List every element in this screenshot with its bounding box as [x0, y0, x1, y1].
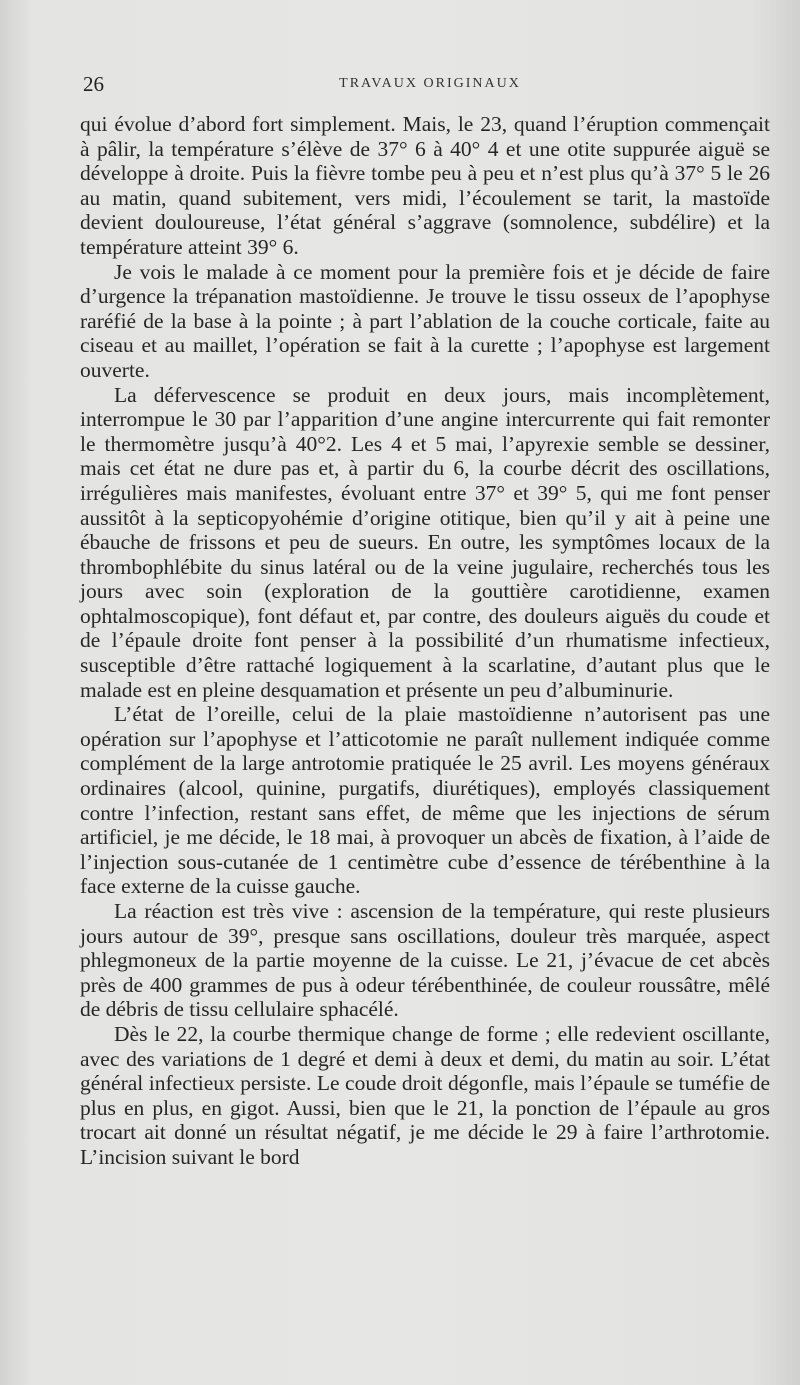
- paragraph-1: qui évolue d’abord fort simplement. Mais, le 23, quand l’éruption commençait à pâlir, la température s’élève de 37° 6 à 40° 4 et une otite suppurée aiguë se développe à droite. Puis la fièvre tombe peu à peu et n’est plus qu’à 37° 5 le 26 au matin, quand subitement, vers midi, l’écoulement se tarit, la mastoïde devient douloureuse, l’état général s’aggrave (somnolence, subdélire) et la température atteint 39° 6.: [80, 112, 770, 259]
- paragraph-2: Je vois le malade à ce moment pour la première fois et je décide de faire d’urgence la trépanation mastoïdienne. Je trouve le tissu osseux de l’apophyse raréfié de la base à la pointe ; à part l’ablation de la couche corticale, faite au ciseau et au maillet, l’opération se fait à la curette ; l’apophyse est largement ouverte.: [80, 259, 770, 382]
- page-number: 26: [83, 72, 104, 96]
- paragraph-6: Dès le 22, la courbe thermique change de forme ; elle redevient oscillante, avec des variations de 1 degré et demi à deux et demi, du matin au soir. L’état général infectieux persiste. Le coude droit dégonfle, mais l’épaule se tuméfie de plus en plus, en gigot. Aussi, bien que le 21, la ponction de l’épaule au gros trocart ait donné un résultat négatif, je me décide le 29 à faire l’arthrotomie. L’incision suivant le bord: [80, 1021, 770, 1169]
- page-header: [80, 72, 780, 100]
- running-head: TRAVAUX ORIGINAUX: [339, 76, 521, 91]
- body-text: [80, 112, 770, 1170]
- paragraph-5: La réaction est très vive : ascension de la température, qui reste plusieurs jours autour de 39°, presque sans oscillations, douleur très marquée, aspect phlegmoneux de la partie moyenne de la cuisse. Le 21, j’évacue de cet abcès près de 400 grammes de pus à odeur térébenthinée, de couleur roussâtre, mêlé de débris de tissu cellulaire sphacélé.: [80, 899, 770, 1022]
- paragraph-3: La défervescence se produit en deux jours, mais incomplètement, interrompue le 30 par l’apparition d’une angine intercurrente qui fait remonter le thermomètre jusqu’à 40°2. Les 4 et 5 mai, l’apyrexie semble se dessiner, mais cet état ne dure pas et, à partir du 6, la courbe décrit des oscillations, irrégulières mais manifestes, évoluant entre 37° et 39° 5, qui me font penser aussitôt à la septicopyohémie d’origine otitique, bien qu’il y ait à peine une ébauche de frissons et peu de sueurs. En outre, les symptômes locaux de la thrombophlébite du sinus latéral ou de la veine jugulaire, recherchés tous les jours avec soin (exploration de la gouttière carotidienne, examen ophtalmoscopique), font défaut et, par contre, des douleurs aiguës du coude et de l’épaule droite font penser à la possibilité d’un rhumatisme infectieux, susceptible d’être rattaché logiquement à la scarlatine, d’autant plus que le malade est en pleine desquamation et présente un peu d’albuminurie.: [80, 382, 770, 702]
- paragraph-4: L’état de l’oreille, celui de la plaie mastoïdienne n’autorisent pas une opération sur l’apophyse et l’atticotomie ne paraît nullement indiquée comme complément de la large antrotomie pratiquée le 25 avril. Les moyens généraux ordinaires (alcool, quinine, purgatifs, diurétiques), employés classiquement contre l’infection, restant sans effet, de même que les injections de sérum artificiel, je me décide, le 18 mai, à provoquer un abcès de fixation, à l’aide de l’injection sous-cutanée de 1 centimètre cube d’essence de térébenthine à la face externe de la cuisse gauche.: [80, 702, 770, 899]
